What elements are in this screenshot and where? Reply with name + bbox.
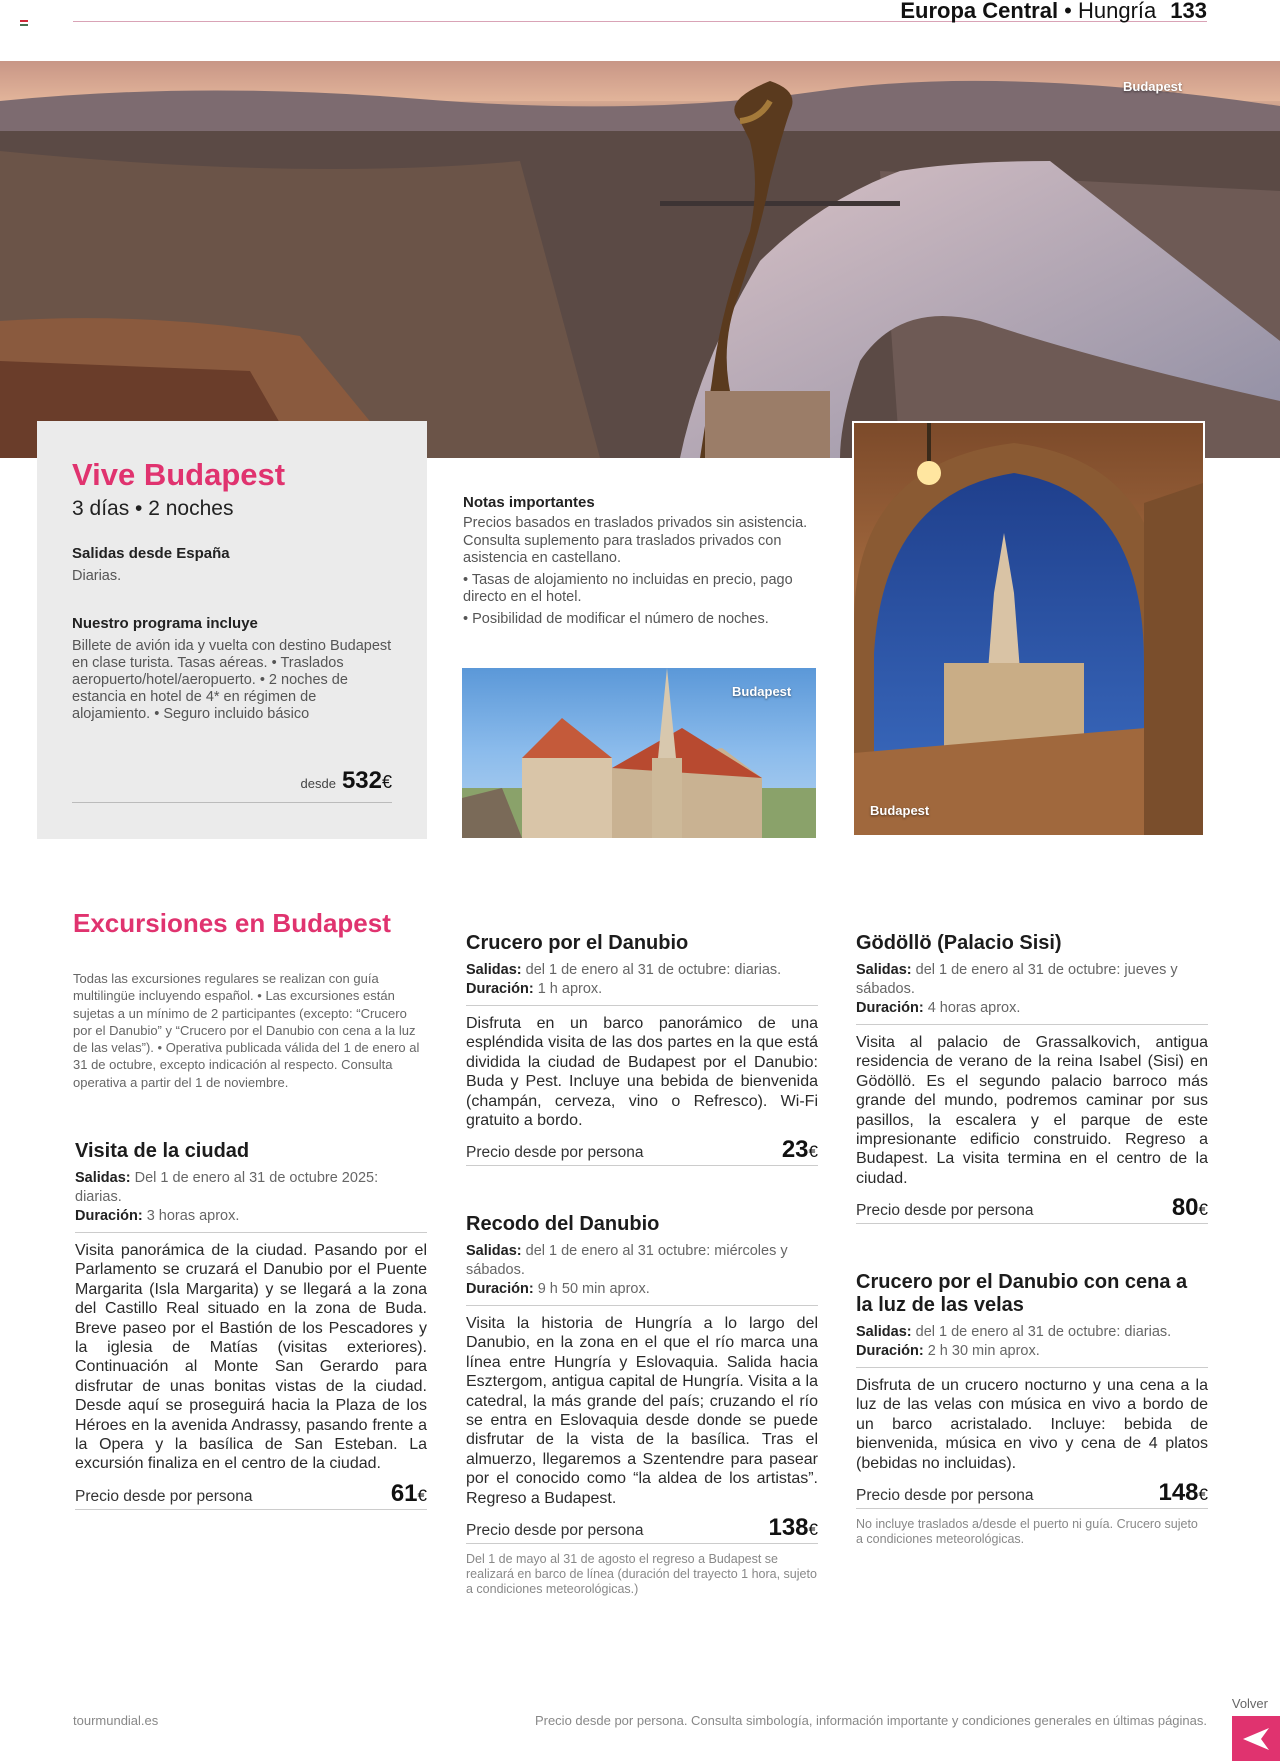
header-country: Hungría [1078,0,1157,23]
excursion-name: Recodo del Danubio [466,1213,660,1235]
excursion-footnote: Del 1 de mayo al 31 de agosto el regreso a Budapest se realizará en barco de línea (duración del trayecto 1 hora, sujeto a condiciones meteorológicas.) [466,1552,817,1597]
header-separator: • [1058,0,1078,23]
salidas-label: Salidas: [856,1324,912,1340]
duracion-label: Duración: [75,1208,143,1224]
includes-heading: Nuestro programa incluye [72,615,258,632]
salidas-label: Salidas: [466,962,522,978]
price-label: Precio desde por persona [466,1522,644,1540]
excursion-godollo [856,932,1208,1224]
back-label[interactable]: Volver [1231,1696,1268,1711]
photo-matthias-church [462,668,816,838]
hungary-flag-icon [20,20,28,26]
important-notes [463,494,823,628]
package-price [72,767,392,803]
excursion-duracion: 9 h 50 min aprox. [537,1281,650,1297]
price-amount: 23 [781,1136,809,1164]
excursion-description: Visita al palacio de Grassalkovich, antigua residencia de verano de la reina Isabel (Sisi) en Gödöllö. Es el segundo palacio barroco más grande del mundo, podremos caminar por sus pasillos, la escalera y el parque de este impresionante edificio construido. Regreso a Budapest. La visita termina en el centro de la ciudad. [856,1034,1208,1187]
hero-caption: Budapest [1123,79,1183,94]
excursion-name: Visita de la ciudad [75,1140,250,1162]
package-card [37,421,427,839]
excursion-description: Visita panorámica de la ciudad. Pasando por el Parlamento se cruzará el Danubio por el Puente Margarita (Isla Margarita) y se llegará a la zona del Castillo Real situado en la zona de Buda. Breve paseo por el Bastión de los Pescadores y la iglesia de Matías (visitas exteriores). Continuación al Monte San Gerardo para disfrutar de unas bonitas vistas de la ciudad. Desde aquí se proseguirá hacia la Plaza de los Héroes en la avenida Andrassy, pasando frente a la Opera y la basílica de San Esteban. La excursión finaliza en el centro de la ciudad. [75,1242,427,1473]
excursion-description: Disfruta de un crucero nocturno y una cena a la luz de las velas con música en vivo a bordo de un barco acristalado. Incluye: bebida de bienvenida, música en vivo y cena de 4 platos (bebidas no incluidas). [856,1377,1208,1472]
price-amount: 61 [390,1479,418,1507]
divider [75,1232,427,1233]
price-currency: € [1198,1200,1208,1220]
excursion-price [1172,1194,1208,1222]
salidas-label: Salidas: [466,1243,522,1259]
excursion-salidas: del 1 de enero al 31 de octubre: jueves y sábados. [856,962,1178,997]
excursion-meta [466,1242,818,1299]
excursion-price-row [856,1196,1208,1224]
excursion-candlelight-cruise [856,1271,1208,1547]
price-value: 532 [341,767,382,794]
price-from-label: desde [300,776,336,791]
excursion-danube-bend [466,1213,818,1597]
divider [466,1005,818,1006]
excursion-duracion: 4 horas aprox. [927,1000,1021,1016]
excursion-duracion: 2 h 30 min aprox. [927,1343,1040,1359]
excursion-meta [75,1169,427,1226]
page-header [900,0,1207,24]
excursion-name: Crucero por el Danubio [466,932,689,954]
includes-text: Billete de avión ida y vuelta con destino Budapest en clase turista. Tasas aéreas. • Traslados aeropuerto/hotel/aeropuerto. • 2 noches de estancia en hotel de 4* en régimen de alojamiento. • Seguro incluido básico [72,638,392,722]
tall-photo-caption: Budapest [870,803,930,818]
excursion-price-row [856,1481,1208,1509]
header-region: Europa Central [900,0,1059,23]
back-button[interactable] [1232,1716,1280,1761]
footer-disclaimer: Precio desde por persona. Consulta simbología, información importante y condiciones generales en últimas páginas. [534,1713,1207,1728]
excursion-name: Crucero por el Danubio con cena a la luz de las velas [856,1271,1188,1316]
excursion-name: Gödöllö (Palacio Sisi) [856,932,1062,954]
excursion-meta [856,961,1208,1018]
excursion-salidas: Del 1 de enero al 31 de octubre 2025: diarias. [75,1170,379,1205]
salidas-label: Salidas: [856,962,912,978]
excursion-salidas: del 1 de enero al 31 de octubre: diarias. [915,1324,1172,1340]
package-duration: 3 días • 2 noches [72,497,234,520]
excursion-price [1158,1479,1208,1507]
note-item: • Posibilidad de modificar el número de noches. [463,610,769,627]
duracion-label: Duración: [856,1343,924,1359]
note-item: Precios basados en traslados privados sin asistencia. Consulta suplemento para traslados privados con asistencia en castellano. [463,515,808,566]
duracion-label: Duración: [466,1281,534,1297]
excursion-danube-cruise [466,932,818,1166]
price-currency: € [808,1520,818,1540]
price-amount: 80 [1171,1194,1199,1222]
excursion-city-tour [75,1140,427,1510]
hero-photo-budapest [0,61,1280,458]
package-title: Vive Budapest [72,457,286,492]
excursions-title: Excursiones en Budapest [73,908,391,938]
excursion-footnote: No incluye traslados a/desde el puerto ni guía. Crucero sujeto a condiciones meteorológicas. [856,1517,1198,1547]
excursion-price-row [466,1138,818,1166]
divider [856,1367,1208,1368]
excursion-description: Disfruta en un barco panorámico de una espléndida visita de las dos partes en la que está dividida la ciudad de Budapest por el Danubio: Buda y Pest. Incluye una bebida de bienvenida (champán, cerveza, vino o Refresco). Wi-Fi gratuito a bordo. [466,1015,818,1130]
price-amount: 148 [1158,1479,1199,1507]
divider [856,1024,1208,1025]
excursion-price [768,1514,818,1542]
excursions-intro: Todas las excursiones regulares se realizan con guía multilingüe incluyendo español. • Las excursiones están sujetas a un mínimo de 2 participantes (excepto: “Crucero por el Danubio” y “Crucero por el Danubio con cena a la luz de las velas”). • Operativa publicada válida del 1 de enero al 31 de octubre, excepto indicación al respecto. Consulta operativa a partir del 1 de noviembre. [73,971,420,1090]
price-currency: € [417,1485,427,1505]
notes-heading: Notas importantes [463,494,595,511]
price-label: Precio desde por persona [75,1487,253,1505]
excursion-meta [856,1323,1208,1361]
website-link[interactable]: tourmundial.es [73,1713,159,1728]
price-label: Precio desde por persona [856,1202,1034,1220]
excursion-salidas: del 1 de enero al 31 de octubre: diarias. [525,962,782,978]
excursion-meta [466,961,818,999]
duracion-label: Duración: [856,1000,924,1016]
departures-text: Diarias. [72,568,122,584]
excursion-price [391,1480,427,1508]
note-item: • Tasas de alojamiento no incluidas en precio, pago directo en el hotel. [463,571,793,605]
excursion-description: Visita la historia de Hungría a lo largo del Danubio, en la zona en el que el río marca una línea entre Hungría y Eslovaquia. Salida hacia Esztergom, antigua capital de Hungría. Visita a la catedral, la más grande del país; cruzando el río se entra en Eslovaquia desde donde se puede disfrutar de la vista de la basílica. Tras el almuerzo, llegaremos a Szentendre para pasear por el conocido como “la aldea de los artistas”. Regreso a Budapest. [466,1315,818,1507]
back-arrow-icon [1243,1728,1269,1750]
excursion-price-row [75,1479,427,1510]
photo-fishermans-bastion [852,421,1205,837]
excursion-salidas: del 1 de enero al 31 octubre: miércoles y sábados. [466,1243,788,1278]
departures-heading: Salidas desde España [72,545,230,562]
excursion-duracion: 1 h aprox. [537,981,603,997]
small-photo-caption: Budapest [732,684,792,699]
price-label: Precio desde por persona [466,1144,644,1162]
page-number: 133 [1170,0,1207,23]
price-currency: € [1198,1485,1208,1505]
price-amount: 138 [768,1514,809,1542]
price-currency: € [381,772,392,792]
excursion-price-row [466,1516,818,1544]
price-label: Precio desde por persona [856,1487,1034,1505]
excursion-duracion: 3 horas aprox. [146,1208,240,1224]
salidas-label: Salidas: [75,1170,131,1186]
divider [466,1305,818,1306]
price-currency: € [808,1142,818,1162]
duracion-label: Duración: [466,981,534,997]
excursion-price [782,1136,818,1164]
